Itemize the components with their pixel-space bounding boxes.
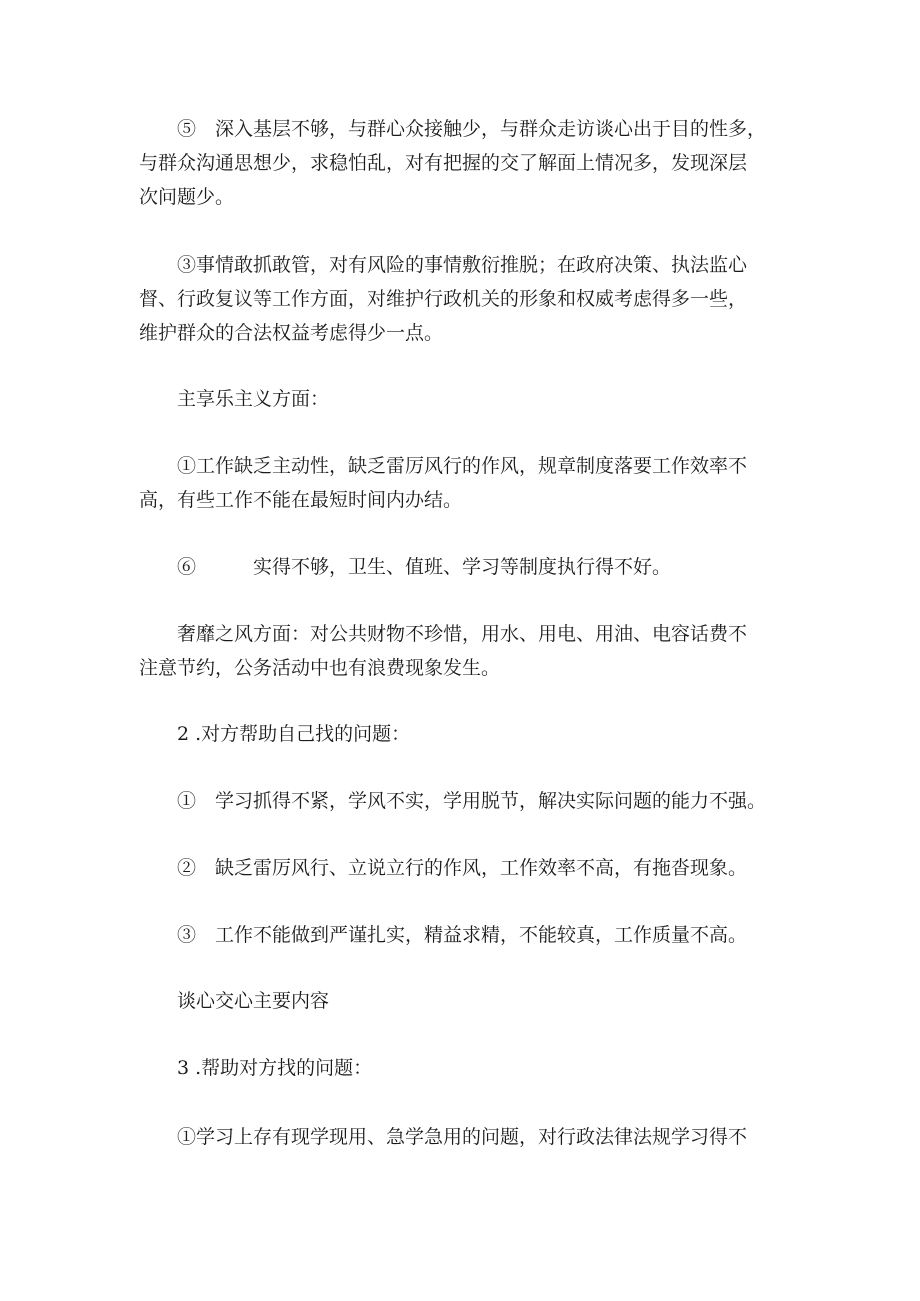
- list-item: ② 缺乏雷厉风行、立说立行的作风，工作效率不高，有拖沓现象。: [177, 857, 748, 879]
- paragraph-line: 注意节约，公务活动中也有浪费现象发生。: [139, 657, 501, 679]
- paragraph-line: 督、行政复议等工作方面，对维护行政机关的形象和权威考虑得多一些，: [139, 288, 748, 310]
- paragraph-line: ⑥ 实得不够，卫生、值班、学习等制度执行得不好。: [177, 556, 672, 578]
- paragraph-line: 奢靡之风方面：对公共财物不珍惜，用水、用电、用油、电容话费不: [177, 623, 748, 645]
- list-item: ① 学习抓得不紧，学风不实，学用脱节，解决实际问题的能力不强。: [177, 790, 767, 812]
- section-heading: 2 .对方帮助自己找的问题：: [177, 723, 411, 745]
- paragraph-line: ①学习上存有现学现用、急学急用的问题，对行政法律法规学习得不: [177, 1126, 748, 1148]
- section-heading: 主享乐主义方面：: [177, 388, 330, 410]
- paragraph-line: 高，有些工作不能在最短时间内办结。: [139, 489, 463, 511]
- list-item: ③ 工作不能做到严谨扎实，精益求精，不能较真，工作质量不高。: [177, 924, 748, 946]
- section-heading: 谈心交心主要内容: [177, 990, 330, 1012]
- paragraph-line: 维护群众的合法权益考虑得少一点。: [139, 322, 444, 344]
- paragraph-line: 与群众沟通思想少，求稳怕乱，对有把握的交了解面上情况多，发现深层: [139, 152, 748, 174]
- section-heading: 3 .帮助对方找的问题：: [177, 1057, 373, 1079]
- paragraph-line: 次问题少。: [139, 186, 235, 208]
- paragraph-line: ③事情敢抓敢管，对有风险的事情敷衍推脱；在政府决策、执法监心: [177, 254, 748, 276]
- paragraph-line: ⑤ 深入基层不够，与群心众接触少，与群众走访谈心出于目的性多，: [177, 118, 767, 140]
- paragraph-line: ①工作缺乏主动性，缺乏雷厉风行的作风，规章制度落要工作效率不: [177, 455, 748, 477]
